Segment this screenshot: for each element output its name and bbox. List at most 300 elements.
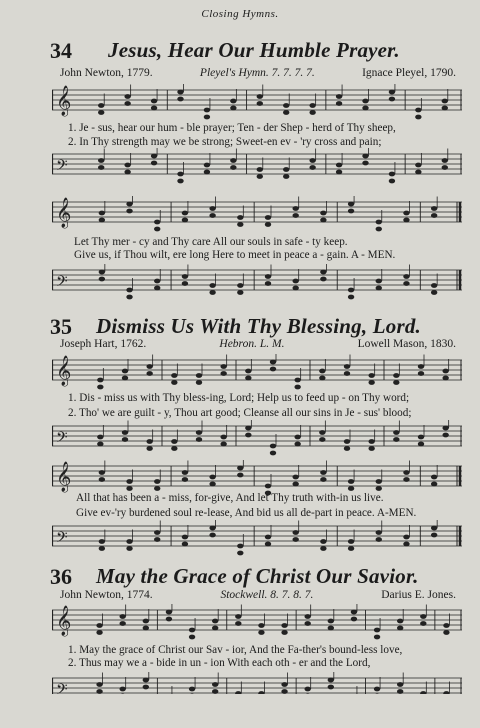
lyric-line: Give ev-'ry burdened soul re-lease, And bid us all de-part in peace. A-MEN.: [76, 507, 417, 519]
notehead: [415, 115, 421, 120]
notehead: [265, 274, 271, 279]
composer: Ignace Pleyel, 1790.: [362, 67, 456, 79]
notehead: [182, 535, 188, 540]
notehead: [319, 376, 325, 381]
notehead: [415, 108, 421, 113]
notehead: [99, 539, 105, 544]
notehead: [374, 635, 380, 640]
notehead: [443, 623, 449, 628]
notehead: [270, 451, 276, 456]
notehead: [431, 283, 437, 288]
notehead: [328, 626, 334, 631]
notehead: [415, 163, 421, 168]
notehead: [126, 539, 132, 544]
notehead: [212, 682, 218, 687]
notehead: [154, 227, 160, 232]
notehead: [418, 435, 424, 440]
notehead: [348, 546, 354, 551]
tune-name: Hebron. L. M.: [219, 338, 285, 350]
notehead: [126, 295, 132, 300]
notehead: [209, 213, 215, 218]
notehead: [431, 526, 437, 531]
notehead: [344, 446, 350, 451]
notehead: [344, 364, 350, 369]
notehead: [96, 682, 102, 687]
notehead: [376, 486, 382, 491]
notehead: [171, 439, 177, 444]
author: John Newton, 1774.: [60, 589, 153, 601]
notehead: [220, 442, 226, 447]
notehead: [209, 482, 215, 487]
notehead: [320, 270, 326, 275]
notehead: [177, 90, 183, 95]
notehead: [126, 486, 132, 491]
notehead: [196, 373, 202, 378]
notehead: [431, 482, 437, 487]
notehead: [99, 546, 105, 551]
bass-clef-icon: 𝄢: [56, 529, 68, 550]
hymn-title: May the Grace of Christ Our Savior.: [96, 564, 419, 588]
notehead: [182, 211, 188, 216]
hymn-number: 35: [50, 314, 72, 339]
composer: Lowell Mason, 1830.: [357, 338, 456, 350]
notehead: [418, 364, 424, 369]
notehead: [283, 103, 289, 108]
staff-system: [52, 672, 462, 694]
treble-clef-icon: 𝄞: [56, 356, 72, 386]
notehead: [292, 530, 298, 535]
notehead: [265, 484, 271, 489]
notehead: [182, 274, 188, 279]
notehead: [97, 435, 103, 440]
notehead: [245, 426, 251, 431]
notehead: [431, 290, 437, 295]
notehead: [177, 179, 183, 184]
notehead: [196, 380, 202, 385]
staff-system: [52, 420, 462, 458]
notehead: [124, 101, 130, 106]
notehead: [237, 290, 243, 295]
notehead: [151, 154, 157, 159]
notehead: [189, 635, 195, 640]
notehead: [209, 290, 215, 295]
notehead: [431, 213, 437, 218]
notehead: [270, 444, 276, 449]
notehead: [376, 227, 382, 232]
notehead: [283, 110, 289, 115]
notehead: [403, 274, 409, 279]
notehead: [237, 222, 243, 227]
notehead: [320, 539, 326, 544]
notehead: [189, 687, 195, 692]
notehead: [265, 281, 271, 286]
notehead: [348, 288, 354, 293]
notehead: [119, 621, 125, 626]
notehead: [265, 222, 271, 227]
notehead: [362, 106, 368, 111]
notehead: [292, 213, 298, 218]
notehead: [418, 442, 424, 447]
notehead: [294, 378, 300, 383]
notehead: [336, 170, 342, 175]
treble-clef-icon: 𝄞: [56, 462, 72, 492]
notehead: [376, 279, 382, 284]
notehead: [403, 535, 409, 540]
notehead: [171, 446, 177, 451]
notehead: [443, 691, 449, 694]
notehead: [126, 202, 132, 207]
notehead: [196, 430, 202, 435]
lyric-line: 2. Tho' we are guilt - y, Thou art good; Cleanse all our sins in Je - sus' blood;: [68, 407, 412, 419]
notehead: [292, 286, 298, 291]
notehead: [319, 369, 325, 374]
notehead: [98, 165, 104, 170]
notehead: [245, 376, 251, 381]
notehead: [204, 163, 210, 168]
notehead: [235, 691, 241, 694]
staff-system: [52, 84, 462, 122]
bass-clef-icon: 𝄢: [56, 157, 68, 178]
notehead: [237, 283, 243, 288]
notehead: [237, 544, 243, 549]
notehead: [124, 94, 130, 99]
notehead: [320, 211, 326, 216]
notehead: [258, 630, 264, 635]
notehead: [348, 539, 354, 544]
notehead: [320, 477, 326, 482]
notehead: [281, 630, 287, 635]
music-staff: [52, 148, 462, 186]
notehead: [182, 218, 188, 223]
notehead: [403, 477, 409, 482]
notehead: [328, 685, 334, 690]
notehead: [376, 537, 382, 542]
notehead: [304, 621, 310, 626]
notehead: [403, 470, 409, 475]
notehead: [319, 437, 325, 442]
notehead: [281, 682, 287, 687]
bass-clef-icon: 𝄢: [56, 429, 68, 450]
notehead: [209, 283, 215, 288]
notehead: [212, 689, 218, 694]
notehead: [336, 163, 342, 168]
notehead: [292, 537, 298, 542]
notehead: [235, 621, 241, 626]
page-header: Closing Hymns.: [201, 8, 279, 20]
notehead: [209, 526, 215, 531]
notehead: [122, 376, 128, 381]
notehead: [237, 215, 243, 220]
notehead: [245, 369, 251, 374]
notehead: [309, 103, 315, 108]
notehead: [348, 486, 354, 491]
notehead: [146, 439, 152, 444]
notehead: [415, 170, 421, 175]
notehead: [328, 619, 334, 624]
notehead: [209, 533, 215, 538]
notehead: [420, 691, 426, 694]
notehead: [270, 367, 276, 372]
notehead: [328, 678, 334, 683]
notehead: [319, 430, 325, 435]
notehead: [146, 371, 152, 376]
treble-clef-icon: 𝄞: [56, 198, 72, 228]
notehead: [257, 167, 263, 172]
lyric-line: Give us, if Thou wilt, ere long Here to meet in peace a - gain. A - MEN.: [74, 249, 396, 261]
notehead: [348, 479, 354, 484]
notehead: [99, 218, 105, 223]
author: Joseph Hart, 1762.: [60, 338, 147, 350]
notehead: [189, 628, 195, 633]
notehead: [348, 209, 354, 214]
music-staff: [52, 520, 462, 558]
notehead: [119, 614, 125, 619]
notehead: [166, 617, 172, 622]
notehead: [283, 167, 289, 172]
notehead: [212, 626, 218, 631]
music-staff: [52, 196, 462, 234]
hymn-number: 34: [50, 38, 72, 63]
notehead: [245, 433, 251, 438]
notehead: [126, 288, 132, 293]
notehead: [362, 154, 368, 159]
notehead: [182, 281, 188, 286]
notehead: [220, 364, 226, 369]
notehead: [403, 218, 409, 223]
notehead: [292, 482, 298, 487]
notehead: [220, 435, 226, 440]
notehead: [403, 211, 409, 216]
notehead: [154, 479, 160, 484]
tune-name: Stockwell. 8. 7. 8. 7.: [220, 589, 314, 601]
music-staff: [52, 84, 462, 122]
treble-clef-icon: 𝄞: [56, 606, 72, 636]
notehead: [283, 174, 289, 179]
notehead: [397, 682, 403, 687]
notehead: [122, 430, 128, 435]
author: John Newton, 1779.: [60, 67, 153, 79]
notehead: [348, 202, 354, 207]
notehead: [431, 475, 437, 480]
notehead: [294, 385, 300, 390]
notehead: [126, 546, 132, 551]
notehead: [204, 115, 210, 120]
notehead: [182, 542, 188, 547]
music-staff: [52, 264, 462, 302]
tune-name: Pleyel's Hymn. 7. 7. 7. 7.: [199, 67, 315, 79]
notehead: [126, 479, 132, 484]
notehead: [304, 614, 310, 619]
notehead: [258, 691, 264, 694]
notehead: [98, 110, 104, 115]
notehead: [374, 687, 380, 692]
notehead: [320, 277, 326, 282]
notehead: [368, 380, 374, 385]
staff-system: [52, 196, 462, 234]
notehead: [376, 530, 382, 535]
notehead: [362, 161, 368, 166]
hymn-title: Jesus, Hear Our Humble Prayer.: [108, 38, 400, 62]
notehead: [389, 172, 395, 177]
notehead: [351, 617, 357, 622]
notehead: [309, 158, 315, 163]
notehead: [393, 380, 399, 385]
notehead: [151, 99, 157, 104]
notehead: [442, 369, 448, 374]
notehead: [389, 179, 395, 184]
notehead: [230, 99, 236, 104]
lyric-line: 2. Thus may we a - bide in un - ion With each oth - er and the Lord,: [68, 657, 371, 669]
music-staff: [52, 604, 462, 642]
notehead: [368, 439, 374, 444]
notehead: [368, 373, 374, 378]
notehead: [351, 610, 357, 615]
notehead: [442, 376, 448, 381]
notehead: [99, 270, 105, 275]
notehead: [362, 99, 368, 104]
notehead: [265, 215, 271, 220]
treble-clef-icon: 𝄞: [56, 86, 72, 116]
notehead: [431, 533, 437, 538]
notehead: [98, 103, 104, 108]
notehead: [442, 165, 448, 170]
notehead: [209, 206, 215, 211]
notehead: [265, 542, 271, 547]
lyric-line: 1. Dis - miss us with Thy bless-ing, Lord; Help us to feed up - on Thy word;: [68, 392, 410, 404]
notehead: [309, 165, 315, 170]
lyric-line: Let Thy mer - cy and Thy care All our souls in safe - ty keep.: [74, 236, 348, 248]
notehead: [294, 435, 300, 440]
notehead: [98, 158, 104, 163]
credit-row: [60, 338, 456, 350]
notehead: [442, 99, 448, 104]
notehead: [154, 486, 160, 491]
notehead: [420, 621, 426, 626]
bass-clef-icon: 𝄢: [56, 273, 68, 294]
notehead: [99, 477, 105, 482]
notehead: [97, 442, 103, 447]
notehead: [281, 689, 287, 694]
lyric-line: All that has been a - miss, for-give, And let Thy truth with-in us live.: [76, 492, 384, 504]
notehead: [237, 473, 243, 478]
notehead: [442, 426, 448, 431]
notehead: [393, 430, 399, 435]
notehead: [154, 286, 160, 291]
notehead: [389, 97, 395, 102]
notehead: [397, 689, 403, 694]
credit-row: [60, 589, 456, 601]
notehead: [151, 106, 157, 111]
notehead: [258, 623, 264, 628]
notehead: [292, 475, 298, 480]
notehead: [281, 623, 287, 628]
notehead: [97, 378, 103, 383]
notehead: [154, 279, 160, 284]
notehead: [418, 371, 424, 376]
staff-system: [52, 354, 462, 392]
notehead: [393, 373, 399, 378]
notehead: [237, 551, 243, 556]
notehead: [292, 279, 298, 284]
notehead: [442, 433, 448, 438]
staff-system: [52, 264, 462, 302]
notehead: [154, 537, 160, 542]
notehead: [96, 689, 102, 694]
notehead: [376, 479, 382, 484]
notehead: [151, 161, 157, 166]
notehead: [96, 630, 102, 635]
notehead: [376, 286, 382, 291]
music-staff: [52, 354, 462, 392]
notehead: [294, 442, 300, 447]
notehead: [99, 277, 105, 282]
music-staff: [52, 420, 462, 458]
notehead: [143, 619, 149, 624]
notehead: [143, 626, 149, 631]
notehead: [265, 535, 271, 540]
notehead: [124, 170, 130, 175]
notehead: [119, 687, 125, 692]
staff-system: [52, 148, 462, 186]
notehead: [376, 220, 382, 225]
music-staff: [52, 672, 462, 694]
notehead: [154, 530, 160, 535]
notehead: [443, 630, 449, 635]
notehead: [336, 94, 342, 99]
notehead: [171, 380, 177, 385]
notehead: [420, 614, 426, 619]
notehead: [177, 172, 183, 177]
notehead: [126, 209, 132, 214]
notehead: [374, 628, 380, 633]
notehead: [237, 466, 243, 471]
notehead: [393, 437, 399, 442]
notehead: [143, 678, 149, 683]
notehead: [257, 101, 263, 106]
notehead: [177, 97, 183, 102]
notehead: [99, 470, 105, 475]
credit-row: [60, 67, 456, 79]
notehead: [397, 626, 403, 631]
notehead: [122, 437, 128, 442]
notehead: [257, 94, 263, 99]
notehead: [270, 360, 276, 365]
lyric-line: 1. Je - sus, hear our hum - ble prayer; Ten - der Shep - herd of Thy sheep,: [68, 122, 396, 134]
notehead: [344, 371, 350, 376]
notehead: [146, 364, 152, 369]
notehead: [344, 439, 350, 444]
notehead: [97, 385, 103, 390]
notehead: [182, 470, 188, 475]
notehead: [389, 90, 395, 95]
hymn-title: Dismiss Us With Thy Blessing, Lord.: [96, 314, 421, 338]
notehead: [336, 101, 342, 106]
staff-system: [52, 520, 462, 558]
notehead: [257, 174, 263, 179]
notehead: [146, 446, 152, 451]
notehead: [431, 206, 437, 211]
lyric-line: 2. In Thy strength may we be strong; Sweet-en ev - 'ry cross and pain;: [68, 136, 382, 148]
notehead: [442, 158, 448, 163]
notehead: [154, 220, 160, 225]
notehead: [204, 170, 210, 175]
notehead: [220, 371, 226, 376]
notehead: [99, 211, 105, 216]
notehead: [122, 369, 128, 374]
notehead: [230, 106, 236, 111]
notehead: [442, 106, 448, 111]
notehead: [166, 610, 172, 615]
